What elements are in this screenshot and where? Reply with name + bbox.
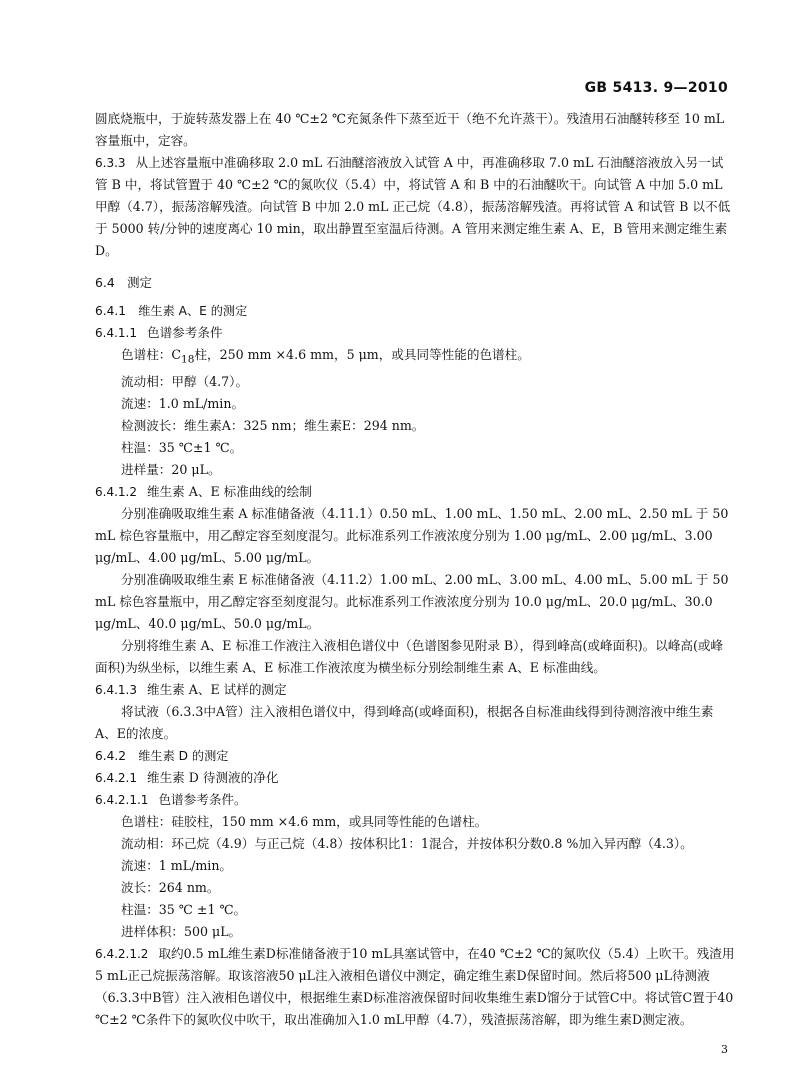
heading-6-4-2-1-1	[95, 789, 735, 811]
section-number: 6.4.1.3	[95, 682, 137, 697]
condition-d-injection-volume: 进样体积：500 μL。	[121, 923, 242, 939]
heading-6-4-1-2	[95, 481, 735, 503]
continued-paragraph: 圆底烧瓶中，于旋转蒸发器上在 40 ℃±2 ℃充氮条件下蒸至近干（绝不允许蒸干）。残渣用石油醚转移至 10 mL 容量瓶中，定容。	[95, 111, 725, 148]
column-label-suffix: 柱，250 mm ×4.6 mm，5 μm，或具同等性能的色谱柱。	[194, 347, 530, 362]
section-6-4-2-1-2	[95, 943, 735, 1031]
column-label-prefix: 色谱柱：C	[121, 347, 182, 362]
condition-d-flow-rate: 流速：1 mL/min。	[121, 857, 233, 873]
heading-6-4-2-1	[95, 767, 735, 789]
section-number: 6.4.2.1.2	[95, 946, 149, 961]
section-number: 6.4.2.1.1	[95, 792, 149, 807]
condition-d-column: 色谱柱：硅胶柱，150 mm ×4.6 mm，或具同等性能的色谱柱。	[121, 813, 488, 829]
paragraph-vitamin-a-curve: 分别准确吸取维生素 A 标准储备液（4.11.1）0.50 mL、1.00 mL、1.50 mL、2.00 mL、2.50 mL 于 50 mL 棕色容量瓶中，用乙醇定容至刻度混匀。此标准系列工作液浓度分别为 1.00 μg/mL、2.00 μg/mL、3.00 μg/mL、4.00 μg/mL、5.00 μg/mL。	[95, 505, 729, 565]
paragraph-standard-injection: 分别将维生素 A、E 标准工作液注入液相色谱仪中（色谱图参见附录 B），得到峰高(或峰面积)。以峰高(或峰面积)为纵坐标，以维生素 A、E 标准工作液浓度为横坐标分别绘制维生素 A、E 标准曲线。	[95, 637, 724, 675]
condition-d-mobile-phase: 流动相：环己烷（4.9）与正己烷（4.8）按体积比1：1混合，并按体积分数0.8 %加入异丙醇（4.3）。	[121, 835, 693, 851]
condition-mobile-phase: 流动相：甲醇（4.7）。	[121, 373, 249, 389]
heading-6-4: 6.4 测定	[95, 275, 152, 290]
section-title: 色谱参考条件。	[158, 791, 247, 807]
heading-6-4-1: 6.4.1 维生素 A、E 的测定	[95, 304, 248, 318]
condition-injection-volume: 进样量：20 μL。	[121, 461, 221, 477]
heading-6-4-1-3	[95, 679, 735, 701]
condition-column	[95, 344, 735, 371]
condition-d-wavelength: 波长：264 nm。	[121, 879, 220, 895]
section-text: 从上述容量瓶中准确移取 2.0 mL 石油醚溶液放入试管 A 中，再准确移取 7.0 mL 石油醚溶液放入另一试管 B 中，将试管置于 40 ℃±2 ℃的氮吹仪（5.4）中，将试管 A 和 B 中的石油醚吹干。向试管 A 中加 5.0 mL 甲醇（4.7），振荡溶解残渣。向试管 B 中加 2.0 mL 正己烷（4.8），振荡溶解残渣。再将试管 A 和试管 B 以不低于 5000 转/分钟的速度离心 10 min，取出静置至室温后待测。A 管用来测定维生素 A、E，B 管用来测定维生素 D。	[95, 155, 731, 258]
column-subscript: 18	[181, 353, 195, 366]
heading-6-4-2: 6.4.2 维生素 D 的测定	[95, 748, 229, 763]
section-number: 6.3.3	[95, 156, 126, 170]
condition-d-column-temp: 柱温：35 ℃ ±1 ℃。	[121, 901, 247, 917]
page-number: 3	[721, 1043, 728, 1056]
condition-wavelength: 检测波长：维生素A：325 nm；维生素E：294 nm。	[121, 417, 425, 433]
section-number: 6.4.1.2	[95, 484, 137, 499]
section-number: 6.4.1.1	[95, 326, 137, 340]
condition-column-temp: 柱温：35 ℃±1 ℃。	[121, 439, 243, 455]
section-text: 取约0.5 mL维生素D标准储备液于10 mL具塞试管中，在40 ℃±2 ℃的氮吹仪（5.4）上吹干。残渣用5 mL正己烷振荡溶解。取该溶液50 μL注入液相色谱仪中测定，确定维生素D保留时间。然后将500 μL待测液（6.3.3中B管）注入液相色谱仪中，根据维生素D标准溶液保留时间收集维生素D馏分于试管C中。将试管C置于40 ℃±2 ℃条件下的氮吹仪中吹干，取出准确加入1.0 mL甲醇（4.7），残渣振荡溶解，即为维生素D测定液。	[95, 945, 735, 1027]
paragraph-vitamin-e-curve: 分别准确吸取维生素 E 标准储备液（4.11.2）1.00 mL、2.00 mL、3.00 mL、4.00 mL、5.00 mL 于 50 mL 棕色容量瓶中，用乙醇定容至刻度混匀。此标准系列工作液浓度分别为 10.0 μg/mL、20.0 μg/mL、30.0 μg/mL、40.0 μg/mL、50.0 μg/mL。	[95, 571, 729, 631]
section-6-3-3	[95, 152, 735, 262]
standard-code-header: GB 5413. 9—2010	[584, 80, 728, 96]
heading-6-4-1-1	[95, 322, 735, 344]
condition-flow-rate: 流速：1.0 mL/min。	[121, 395, 245, 411]
document-body	[95, 108, 735, 1031]
section-title: 维生素 D 待测液的净化	[146, 769, 279, 785]
section-title: 维生素 A、E 标准曲线的绘制	[146, 483, 312, 499]
section-title: 维生素 A、E 试样的测定	[146, 681, 287, 697]
section-title: 色谱参考条件	[146, 325, 223, 340]
paragraph-sample-measurement: 将试液（6.3.3中A管）注入液相色谱仪中，得到峰高(或峰面积)，根据各自标准曲线得到待测溶液中维生素A、E的浓度。	[95, 703, 714, 741]
section-number: 6.4.2.1	[95, 770, 137, 785]
